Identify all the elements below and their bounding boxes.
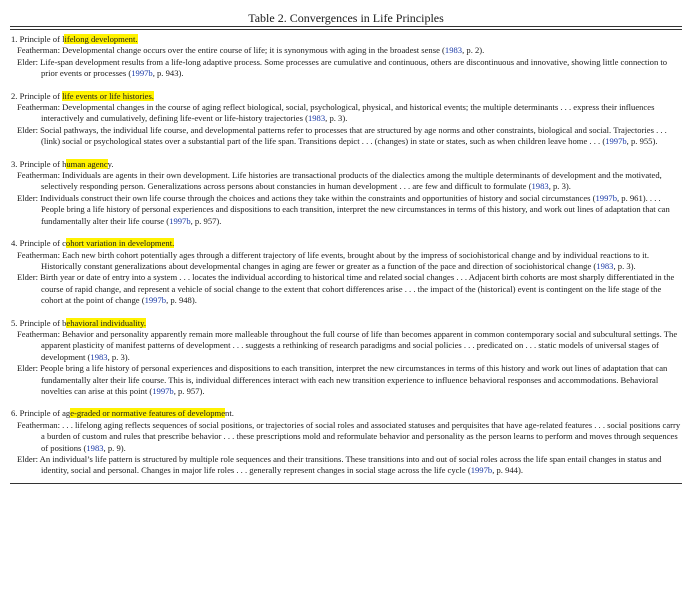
entry-text: , p. 2).: [462, 45, 485, 56]
principle-title-suffix: y.: [107, 158, 114, 169]
principle-title: [8, 159, 684, 170]
entry-text: , p. 948).: [166, 295, 197, 306]
elder-entry: [8, 193, 684, 227]
principle-block: [8, 159, 684, 227]
citation-link[interactable]: 1983: [531, 181, 549, 192]
principle-title: [8, 34, 684, 45]
principle-title: [8, 91, 684, 102]
principle-block: [8, 318, 684, 398]
principle-title-highlight: ifelong development.: [64, 34, 138, 44]
entry-text: , p. 943).: [152, 68, 184, 79]
top-double-rule: [10, 26, 682, 30]
entry-text: , p. 961). . . . People bring a life history of personal experiences and dispositions to each transition, interpret the new circumstances in terms of this history, and work out lines of adaptation that can fundamentally alter their life course (: [41, 192, 670, 226]
principle-block: [8, 408, 684, 476]
elder-entry: [8, 363, 684, 397]
entry-text: Elder: People bring a life history of personal experiences and dispositions to each transition, interpret the new circumstances in terms of this history and work out lines of adaptation that can fundamentally alter their life course. This is, individual differences interact with each new transition experience to influence behavioral responses and accommodations. Behavioral novelties can arise at this point (: [17, 363, 668, 396]
principle-title-highlight: e-graded or normative features of developme: [70, 408, 226, 419]
principle-title-prefix: 1. Principle of l: [11, 34, 65, 44]
featherman-entry: [8, 102, 684, 125]
entry-text: , p. 944).: [492, 465, 523, 476]
entry-text: Elder: Individuals construct their own life course through the choices and actions they take within the constraints and opportunities of history and social circumstances (: [17, 192, 596, 203]
entry-text: Featherman: Individuals are agents in their own development. Life histories are transactional products of the dialectics among the multiple determinants of development and the motivated, selectively responding person. Generalizations across persons about constancies in human development . . . are few and difficult to formulate (: [17, 170, 662, 192]
entry-text: Featherman: . . . lifelong aging reflects sequences of social positions, or trajectories of social roles and associated statuses and perquisites that have age-related features . . . social positions carry a burden of custom and rules that prescribe behavior . . . these prescriptions mold and reformulate behavior and personality as the person learns to perform and moves through sequences of positions (: [17, 419, 681, 453]
featherman-entry: [8, 420, 684, 454]
citation-link[interactable]: 1983: [90, 351, 108, 362]
entry-text: , p. 957).: [173, 385, 205, 396]
principle-title: [8, 318, 684, 329]
principle-title-highlight: ohort variation in development.: [65, 238, 175, 249]
entry-text: , p. 3).: [613, 260, 636, 271]
featherman-entry: [8, 250, 684, 273]
entry-text: Featherman: Each new birth cohort potentially ages through a different trajectory of life events, brought about by the impress of sociohistorical change and by individual reactions to it. Historically constant generalizations about developmental changes in aging are fewer or greater as a function of the pace and direction of sociohistorical change (: [17, 249, 650, 271]
entry-text: Featherman: Developmental change occurs over the entire course of life; it is synonymous with aging in the broadest sense (: [17, 45, 445, 56]
entry-text: , p. 3).: [107, 351, 130, 362]
citation-link[interactable]: 1997b: [131, 68, 153, 79]
entry-text: Featherman: Developmental changes in the course of aging reflect biological, social, psychological, physical, and historical events; the multiple determinants . . . express their influences interactively and cumulatively, defining life-event or life-history trajectories (: [17, 102, 655, 124]
bottom-rule: [10, 483, 682, 484]
entry-text: , p. 9).: [103, 442, 126, 453]
elder-entry: [8, 125, 684, 148]
elder-entry: [8, 454, 684, 477]
entry-text: , p. 957).: [190, 215, 222, 226]
entry-text: Featherman: Behavior and personality apparently remain more malleable throughout the full course of life than becomes apparent in common contemporary social and subcultural settings. The apparent plasticity of manifest patterns of development . . . suggests a rethinking of research paradigms and social policies . . . predicated on . . . static models of universal stages of development (: [17, 328, 678, 362]
entry-text: , p. 955).: [626, 136, 658, 147]
principle-block: [8, 238, 684, 306]
table-caption: Table 2. Convergences in Life Principles: [248, 11, 444, 25]
elder-entry: [8, 272, 684, 306]
principle-block: [8, 91, 684, 148]
principle-block: [8, 34, 684, 80]
principle-title: [8, 408, 684, 419]
citation-link[interactable]: 1983: [596, 260, 614, 271]
principle-title: [8, 238, 684, 249]
featherman-entry: [8, 170, 684, 193]
entry-text: Elder: Birth year or date of entry into a system . . . locates the individual according to historical time and related social changes . . . Adjacent birth cohorts are most sharply differentiated in the course of rapid change, and represent a vehicle of social change to the extent that cohort differences arise . . . the impact of the (historical) event is contingent on the life stage of the cohort at the point of change (: [17, 272, 675, 306]
entry-text: Elder: Social pathways, the individual life course, and developmental patterns refer to processes that are structured by age norms and other constraints, biological and social. Trajectories . . . (link) social or psychological states over a substantial part of the life span. Transitions depict . . . (changes) in state or states, such as when children leave home . . . (: [17, 124, 667, 147]
entry-text: Elder: An individual’s life pattern is structured by multiple role sequences and their transitions. These transitions into and out of social roles across the life span entail changes in status and identity, social and personal. Changes in major life roles . . . generally represent changes in social stage across the life cycle (: [17, 454, 662, 476]
featherman-entry: [8, 45, 684, 56]
principles-list: [8, 34, 684, 477]
principle-title-highlight: life events or life histories.: [62, 90, 154, 101]
citation-link[interactable]: 1983: [444, 45, 463, 56]
entry-text: , p. 3).: [548, 181, 571, 192]
principle-title-prefix: 3. Principle of h: [11, 158, 67, 169]
entry-text: , p. 3).: [325, 113, 348, 124]
principle-title-prefix: 6. Principle of ag: [11, 408, 71, 419]
citation-link[interactable]: 1997b: [470, 465, 493, 476]
principle-title-prefix: 4. Principle of c: [11, 238, 66, 249]
elder-entry: [8, 57, 684, 80]
citation-link[interactable]: 1997b: [144, 295, 167, 306]
citation-link[interactable]: 1997b: [152, 385, 174, 396]
principle-title-highlight: ehavioral individuality.: [66, 317, 147, 328]
principle-title-prefix: 2. Principle of: [11, 90, 63, 101]
principle-title-prefix: 5. Principle of b: [11, 317, 67, 328]
principle-title-suffix: nt.: [225, 408, 234, 419]
citation-link[interactable]: 1997b: [595, 192, 617, 203]
citation-link[interactable]: 1983: [86, 442, 104, 453]
principle-title-highlight: uman agenc: [66, 158, 108, 169]
entry-text: Elder: Life-span development results from a life-long adaptive process. Some processes are cumulative and continuous, others are discontinuous and innovative, showing little connection to prior events or processes (: [17, 56, 668, 79]
citation-link[interactable]: 1997b: [605, 136, 627, 147]
citation-link[interactable]: 1983: [307, 113, 326, 124]
featherman-entry: [8, 329, 684, 363]
citation-link[interactable]: 1997b: [169, 215, 191, 226]
